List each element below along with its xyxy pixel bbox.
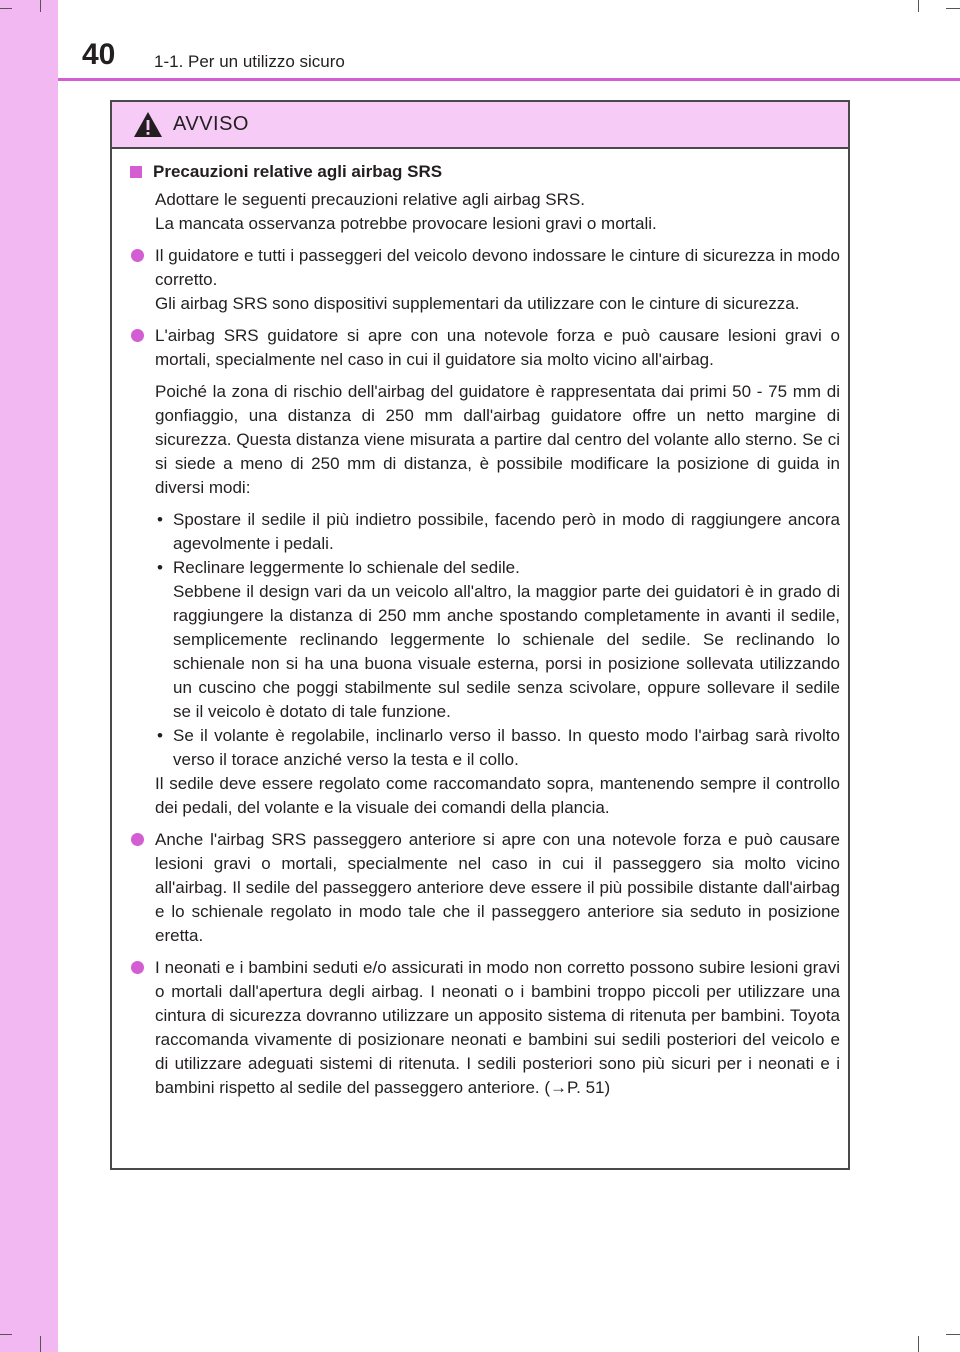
bullet-item [128, 244, 840, 316]
list-bullet-mark: • [157, 510, 163, 529]
crop-mark [918, 0, 919, 12]
crop-mark [0, 1334, 12, 1335]
list-bullet-mark: • [157, 558, 163, 577]
intro-line: Adottare le seguenti precauzioni relative agli airbag SRS. [155, 190, 585, 209]
crop-mark [946, 1334, 960, 1335]
circle-bullet-icon [131, 833, 144, 846]
list-item-text: Reclinare leggermente lo schienale del sedile. [173, 558, 520, 577]
bullet-text: Anche l'airbag SRS passeggero anteriore si apre con una notevole forza e può causare lesioni gravi o mortali, specialmente nel caso in cui il passeggero sia molto vicino all'airbag. Il sedile del passeggero anteriore deve essere il più possibile distante dall'airbag e lo schienale regolato in modo tale che il passeggero anteriore sia seduto in posizione eretta. [155, 830, 840, 945]
crop-mark [40, 1336, 41, 1352]
page-number: 40 [82, 38, 116, 71]
list-item [155, 508, 840, 556]
circle-bullet-icon [131, 249, 144, 262]
intro-paragraph [155, 188, 840, 236]
bullet-item [128, 828, 840, 948]
header-rule [58, 78, 960, 81]
crop-mark [918, 1336, 919, 1352]
list-item-text: Spostare il sedile il più indietro possibile, facendo però in modo di raggiungere ancora agevolmente i pedali. [173, 510, 840, 553]
crop-mark [946, 8, 960, 9]
list-item [155, 724, 840, 772]
bullet-text: L'airbag SRS guidatore si apre con una notevole forza e può causare lesioni gravi o mortali, specialmente nel caso in cui il guidatore sia molto vicino all'airbag. [155, 326, 840, 369]
list-item-text: Se il volante è regolabile, inclinarlo verso il basso. In questo modo l'airbag sarà rivolto verso il torace anziché verso la testa e il collo. [173, 726, 840, 769]
crop-mark [0, 8, 12, 9]
bullet-item [128, 324, 840, 372]
heading-text: Precauzioni relative agli airbag SRS [153, 162, 443, 181]
bullet-closing-paragraph: Il sedile deve essere regolato come raccomandato sopra, mantenendo sempre il controllo dei pedali, del volante e la visuale dei comandi della plancia. [155, 774, 840, 817]
crop-mark [40, 0, 41, 12]
bullet-text: Il guidatore e tutti i passeggeri del veicolo devono indossare le cinture di sicurezza in modo corretto. [155, 246, 840, 289]
warning-label: AVVISO [173, 113, 249, 135]
bullet-text: Gli airbag SRS sono dispositivi supplementari da utilizzare con le cinture di sicurezza. [155, 294, 800, 313]
bullet-paragraph: Poiché la zona di rischio dell'airbag del guidatore è rappresentata dai primi 50 - 75 mm di gonfiaggio, una distanza di 250 mm dall'airbag guidatore offre un netto margine di sicurezza. Questa distanza viene misurata a partire dal centro del volante allo sterno. Se ci si siede a meno di 250 mm di distanza, è possibile modificare la posizione di guida in diversi modi: [155, 382, 840, 497]
intro-line: La mancata osservanza potrebbe provocare lesioni gravi o mortali. [155, 214, 657, 233]
section-title: 1-1. Per un utilizzo sicuro [154, 52, 345, 71]
list-item-text: Sebbene il design vari da un veicolo all'altro, la maggior parte dei guidatori è in grado di raggiungere la distanza di 250 mm anche spostando completamente in avanti il sedile, semplicemente reclinando leggermente lo schienale del sedile. Se reclinando lo schienale non si ha una buona visuale esterna, porsi in posizione sollevata utilizzando un cuscino che poggi stabilmente sul sedile senza scivolare, oppure sollevare il sedile se il veicolo è dotato di tale funzione. [173, 582, 840, 721]
circle-bullet-icon [131, 961, 144, 974]
warning-triangle-icon [133, 111, 163, 138]
warning-box [110, 100, 850, 1170]
circle-bullet-icon [131, 329, 144, 342]
square-bullet-icon [130, 166, 142, 178]
list-bullet-mark: • [157, 726, 163, 745]
list-item [155, 556, 840, 724]
bullet-item [128, 956, 840, 1100]
warning-header [112, 102, 848, 149]
section-heading [128, 160, 840, 184]
warning-content [128, 160, 840, 1108]
side-color-band [0, 0, 58, 1352]
bullet-text: I neonati e i bambini seduti e/o assicurati in modo non corretto possono subire lesioni gravi o mortali dall'apertura degli airbag. I neonati o i bambini troppo piccoli per utilizzare una cintura di sicurezza dovranno utilizzare un apposito sistema di ritenuta per bambini. Toyota raccomanda vivamente di posizionare neonati e bambini sui sedili posteriori del veicolo e di utilizzare adeguati sistemi di ritenuta. I sedili posteriori sono più sicuri per i neonati e i bambini rispetto al sedile del passeggero anteriore. (→P. 51) [155, 958, 840, 1097]
